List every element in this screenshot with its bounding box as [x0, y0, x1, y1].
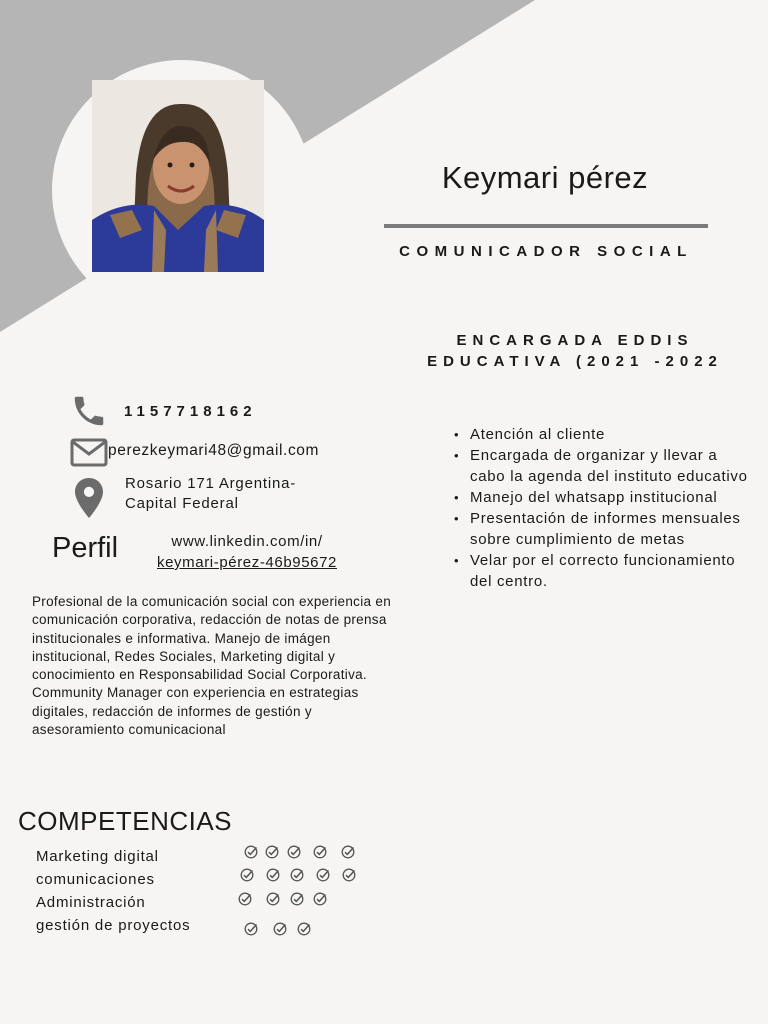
- portrait-photo-icon: [92, 80, 264, 272]
- experience-duties-list: [452, 424, 752, 592]
- check-circle-icon: [265, 845, 279, 859]
- name-divider: [384, 224, 708, 228]
- email-icon: [70, 438, 108, 468]
- check-circle-icon: [287, 845, 301, 859]
- skill-name: Marketing digital: [36, 848, 159, 865]
- address-line1: Rosario 171 Argentina-: [125, 475, 297, 492]
- list-item: • Presentación de informes mensuales sobre cumplimiento de metas: [452, 508, 752, 550]
- address-line2: Capital Federal: [125, 495, 239, 512]
- check-circle-icon: [316, 868, 330, 882]
- check-circle-icon: [273, 922, 287, 936]
- check-circle-icon: [240, 868, 254, 882]
- check-circle-icon: [266, 892, 280, 906]
- job-role: COMUNICADOR SOCIAL: [399, 243, 693, 260]
- list-item: • Manejo del whatsapp institucional: [452, 487, 752, 508]
- skill-row: [36, 871, 155, 894]
- linkedin-link[interactable]: [138, 531, 356, 573]
- experience-title-line2: EDUCATIVA (2021 -2022: [427, 353, 723, 370]
- address: [125, 474, 296, 514]
- location-pin-icon: [72, 478, 106, 518]
- profile-paragraph-1: Profesional de la comunicación social con experiencia en comunicación corporativa, redacción de notas de prensa institucionales e informativa. Manejo de imágen institucional, Redes Sociales, Marketing digital y conocimiento en Responsabilidad Social Corporativa.: [32, 594, 391, 683]
- linkedin-line1[interactable]: www.linkedin.com/in/: [171, 533, 323, 550]
- check-circle-icon: [290, 868, 304, 882]
- profile-paragraph-2: Community Manager con experiencia en estrategias digitales, redacción de informes de gestión y asesoramiento comunicacional: [32, 685, 359, 738]
- check-circle-icon: [342, 868, 356, 882]
- check-circle-icon: [244, 922, 258, 936]
- skill-row: [36, 848, 159, 871]
- list-item: • Encargada de organizar y llevar a cabo la agenda del instituto educativo: [452, 445, 752, 487]
- skill-row: [36, 894, 146, 917]
- competencies-heading: COMPETENCIAS: [18, 806, 233, 836]
- check-circle-icon: [244, 845, 258, 859]
- list-item: • Velar por el correcto funcionamiento del centro.: [452, 550, 752, 592]
- skill-name: Administración: [36, 894, 146, 911]
- check-circle-icon: [297, 922, 311, 936]
- check-circle-icon: [313, 892, 327, 906]
- skill-name: gestión de proyectos: [36, 917, 191, 934]
- phone-number[interactable]: 1157718162: [124, 403, 257, 420]
- check-circle-icon: [290, 892, 304, 906]
- check-circle-icon: [341, 845, 355, 859]
- experience-title-line1: ENCARGADA EDDIS: [456, 332, 694, 349]
- check-circle-icon: [238, 892, 252, 906]
- email-address[interactable]: perezkeymari48@gmail.com: [108, 442, 320, 459]
- skill-name: comunicaciones: [36, 871, 155, 888]
- linkedin-line2[interactable]: keymari-pérez-46b95672: [157, 554, 337, 571]
- skill-row: [36, 917, 190, 940]
- profile-heading: Perfil: [52, 532, 119, 564]
- profile-photo: [92, 80, 264, 272]
- list-item: • Atención al cliente: [452, 424, 752, 445]
- experience-title: [420, 330, 730, 372]
- profile-summary: [32, 593, 407, 739]
- check-circle-icon: [266, 868, 280, 882]
- person-name: Keymari pérez: [441, 160, 649, 195]
- check-circle-icon: [313, 845, 327, 859]
- phone-icon: [70, 392, 108, 430]
